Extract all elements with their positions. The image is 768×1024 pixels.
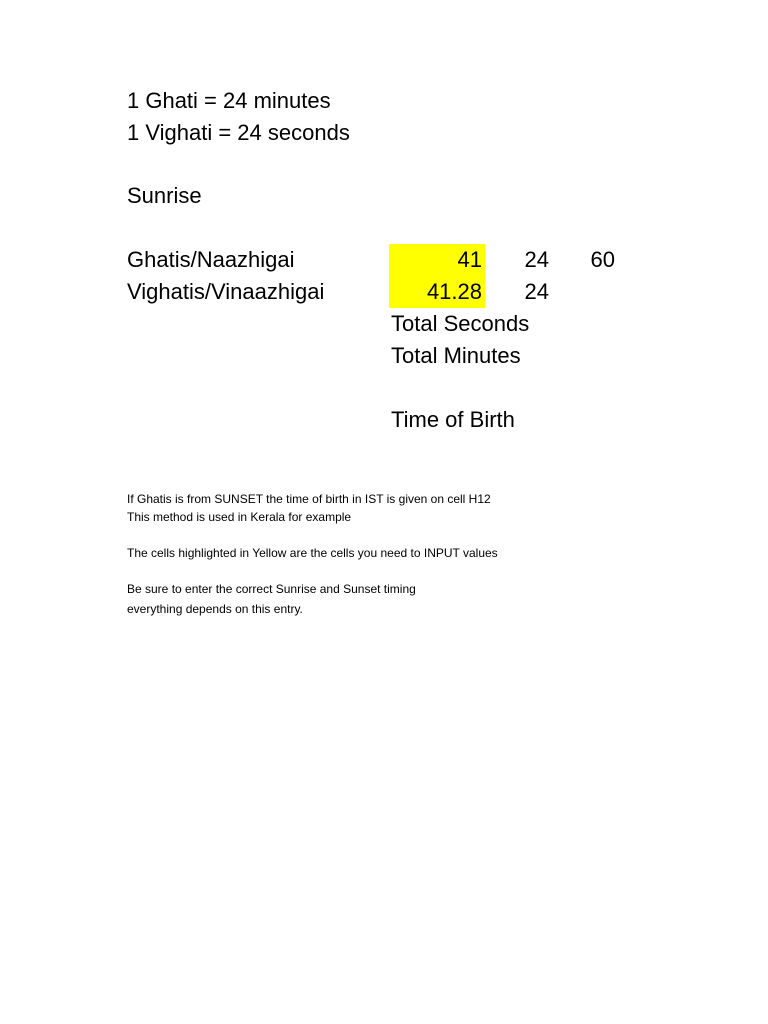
- sunrise-heading: Sunrise: [127, 183, 202, 208]
- ghatis-multiplier: 24: [524, 247, 549, 272]
- note-kerala: This method is used in Kerala for example: [127, 510, 352, 524]
- ghatis-divisor: 60: [590, 247, 615, 272]
- ghati-definition: 1 Ghati = 24 minutes: [127, 88, 331, 113]
- note-yellow-cells: The cells highlighted in Yellow are the cells you need to INPUT values: [127, 546, 498, 560]
- time-of-birth-label: Time of Birth: [391, 407, 515, 432]
- vighati-definition: 1 Vighati = 24 seconds: [127, 120, 350, 145]
- note-depends: everything depends on this entry.: [127, 602, 303, 616]
- ghatis-label: Ghatis/Naazhigai: [127, 247, 295, 272]
- note-sunrise-sunset: Be sure to enter the correct Sunrise and Sunset timing: [127, 582, 416, 596]
- vighatis-label: Vighatis/Vinaazhigai: [127, 279, 325, 304]
- vighatis-input-cell[interactable]: [389, 276, 485, 308]
- note-sunset: If Ghatis is from SUNSET the time of birth in IST is given on cell H12: [127, 492, 491, 506]
- total-minutes-label: Total Minutes: [391, 343, 521, 368]
- vighatis-input-value: 41.28: [426, 279, 482, 304]
- ghatis-input-cell[interactable]: [389, 244, 485, 276]
- vighatis-multiplier: 24: [524, 279, 549, 304]
- total-seconds-label: Total Seconds: [391, 311, 530, 336]
- ghatis-input-value: 41: [457, 247, 482, 272]
